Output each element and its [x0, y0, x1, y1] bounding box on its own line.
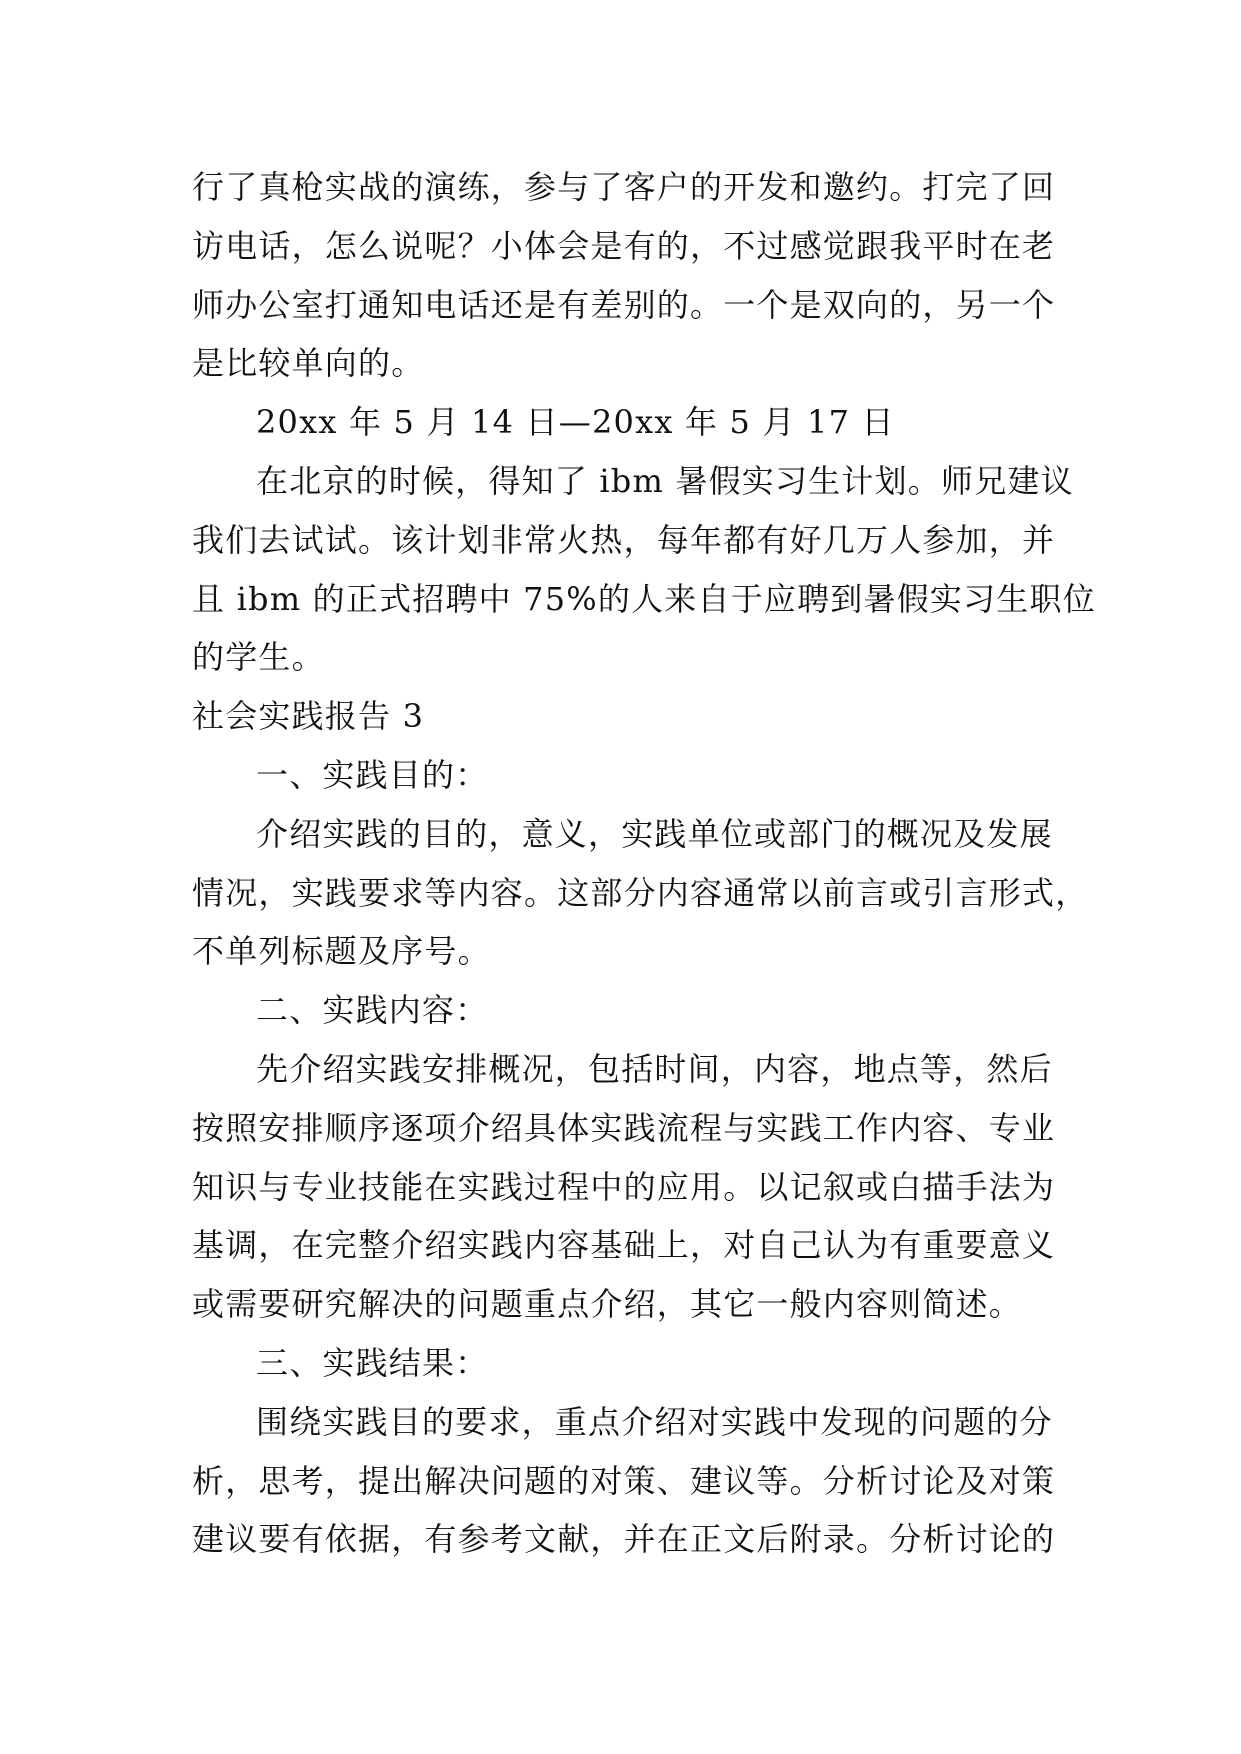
text-line: 行了真枪实战的演练，参与了客户的开发和邀约。打完了回: [192, 168, 1056, 206]
subsection-title: 二、实践内容：: [256, 991, 489, 1030]
text-line: 的学生。: [192, 638, 325, 677]
subsection-title: 三、实践结果：: [256, 1343, 489, 1382]
text-line: 按照安排顺序逐项介绍具体实践流程与实践工作内容、专业: [192, 1108, 1056, 1147]
text-line: 或需要研究解决的问题重点介绍，其它一般内容则简述。: [192, 1285, 1023, 1324]
text-line: 基调，在完整介绍实践内容基础上，对自己认为有重要意义: [192, 1226, 1056, 1265]
document-body: [192, 158, 1096, 1569]
text-line: 知识与专业技能在实践过程中的应用。以记叙或白描手法为: [192, 1167, 1056, 1206]
text-line: 析，思考，提出解决问题的对策、建议等。分析讨论及对策: [192, 1461, 1056, 1500]
text-line: 在北京的时候，得知了 ibm 暑假实习生计划。师兄建议: [256, 461, 1074, 500]
text-line: 是比较单向的。: [192, 344, 425, 383]
text-line: 先介绍实践安排概况，包括时间，内容，地点等，然后: [256, 1049, 1053, 1088]
date-range-line: 20xx 年 5 月 14 日—20xx 年 5 月 17 日: [256, 403, 895, 442]
text-line: 情况，实践要求等内容。这部分内容通常以前言或引言形式，: [192, 873, 1089, 912]
text-line: 且 ibm 的正式招聘中 75%的人来自于应聘到暑假实习生职位: [192, 579, 1096, 618]
subsection-title: 一、实践目的：: [256, 755, 489, 794]
text-line: 不单列标题及序号。: [192, 932, 491, 971]
text-line: 建议要有依据，有参考文献，并在正文后附录。分析讨论的: [192, 1520, 1056, 1559]
text-line: 围绕实践目的要求，重点介绍对实践中发现的问题的分: [256, 1402, 1053, 1441]
text-line: 介绍实践的目的，意义，实践单位或部门的概况及发展: [256, 814, 1053, 853]
text-line: 师办公室打通知电话还是有差别的。一个是双向的，另一个: [192, 285, 1056, 324]
text-line: 我们去试试。该计划非常火热，每年都有好几万人参加，并: [192, 520, 1056, 559]
section-title: 社会实践报告 3: [192, 697, 425, 736]
text-line: 访电话，怎么说呢？小体会是有的，不过感觉跟我平时在老: [192, 226, 1056, 265]
